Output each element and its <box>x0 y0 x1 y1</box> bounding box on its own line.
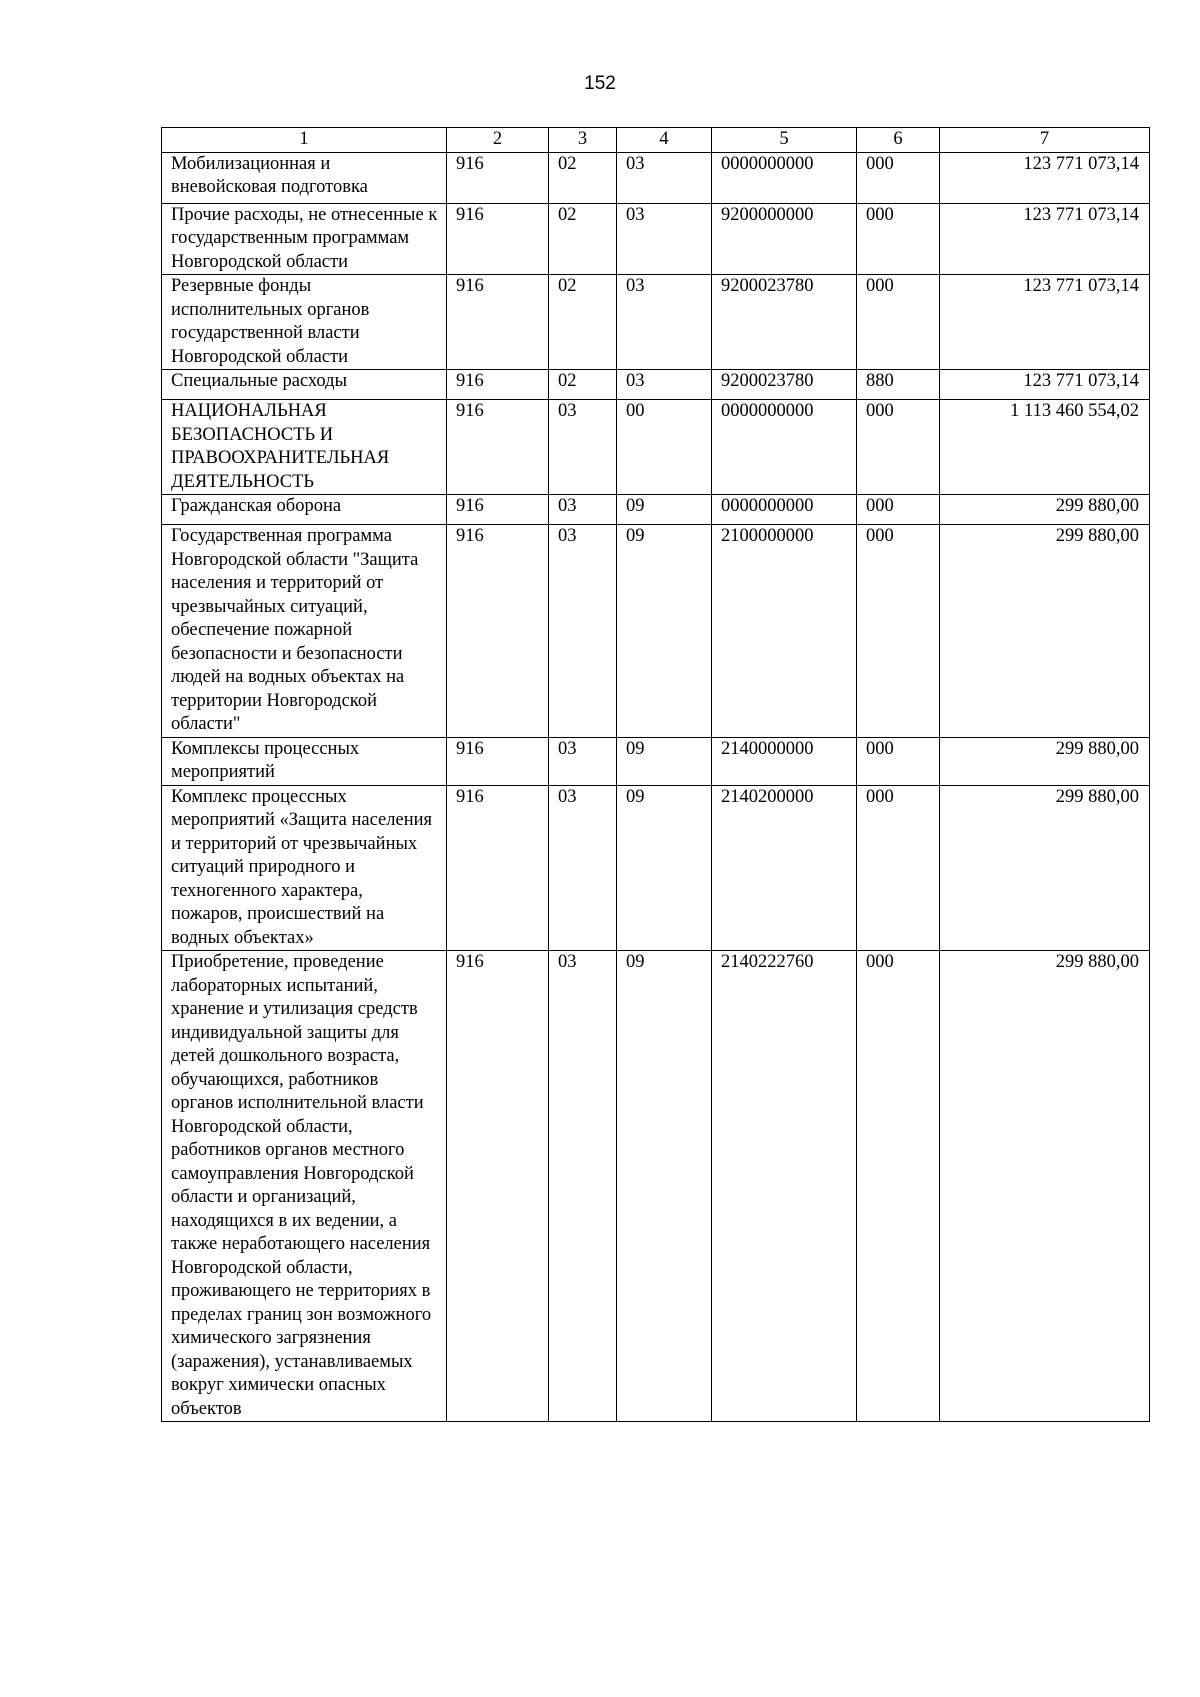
row-amount: 123 771 073,14 <box>940 370 1150 400</box>
row-name: Прочие расходы, не отнесенные к государственным программам Новгородской области <box>162 203 447 275</box>
row-subsection: 09 <box>617 495 712 525</box>
row-amount: 123 771 073,14 <box>940 203 1150 275</box>
column-header-4: 4 <box>617 128 712 153</box>
row-amount: 1 113 460 554,02 <box>940 400 1150 495</box>
header-row <box>162 128 1150 153</box>
row-amount: 299 880,00 <box>940 785 1150 951</box>
row-target: 2140222760 <box>712 951 857 1422</box>
table-row <box>162 275 1150 370</box>
row-name: Приобретение, проведение лабораторных испытаний, хранение и утилизация средств индивидуальной защиты для детей дошкольного возраста, обучающихся, работников органов исполнительной власти Новгородской области, работников органов местного самоуправления Новгородской области и организаций, находящихся в их ведении, а также неработающего населения Новгородской области, проживающего не территориях в пределах границ зон возможного химического загрязнения (заражения), устанавливаемых вокруг химически опасных объектов <box>162 951 447 1422</box>
row-expense-type: 000 <box>857 275 940 370</box>
row-ministry: 916 <box>447 203 549 275</box>
row-target: 2140000000 <box>712 737 857 785</box>
row-target: 9200023780 <box>712 275 857 370</box>
row-target: 9200023780 <box>712 370 857 400</box>
row-section: 03 <box>549 400 617 495</box>
row-target: 0000000000 <box>712 400 857 495</box>
row-expense-type: 000 <box>857 495 940 525</box>
row-expense-type: 000 <box>857 203 940 275</box>
row-section: 03 <box>549 785 617 951</box>
row-ministry: 916 <box>447 152 549 203</box>
column-header-2: 2 <box>447 128 549 153</box>
row-subsection: 09 <box>617 525 712 738</box>
row-section: 03 <box>549 525 617 738</box>
table-row <box>162 152 1150 203</box>
row-amount: 123 771 073,14 <box>940 275 1150 370</box>
row-name: Специальные расходы <box>162 370 447 400</box>
table-row <box>162 785 1150 951</box>
row-target: 0000000000 <box>712 495 857 525</box>
row-name: Мобилизационная и вневойсковая подготовка <box>162 152 447 203</box>
row-ministry: 916 <box>447 400 549 495</box>
column-header-3: 3 <box>549 128 617 153</box>
row-amount: 299 880,00 <box>940 737 1150 785</box>
row-name: Государственная программа Новгородской области "Защита населения и территорий от чрезвычайных ситуаций, обеспечение пожарной безопасности и безопасности людей на водных объектах на территории Новгородской области" <box>162 525 447 738</box>
row-expense-type: 000 <box>857 951 940 1422</box>
row-subsection: 03 <box>617 275 712 370</box>
row-name: Резервные фонды исполнительных органов государственной власти Новгородской области <box>162 275 447 370</box>
table-row <box>162 951 1150 1422</box>
row-section: 03 <box>549 495 617 525</box>
row-subsection: 03 <box>617 370 712 400</box>
row-amount: 299 880,00 <box>940 951 1150 1422</box>
table-row <box>162 737 1150 785</box>
table-row <box>162 495 1150 525</box>
row-expense-type: 000 <box>857 737 940 785</box>
column-header-1: 1 <box>162 128 447 153</box>
row-amount: 299 880,00 <box>940 495 1150 525</box>
column-header-6: 6 <box>857 128 940 153</box>
row-name: Гражданская оборона <box>162 495 447 525</box>
table-row <box>162 370 1150 400</box>
row-target: 0000000000 <box>712 152 857 203</box>
table-row <box>162 525 1150 738</box>
row-amount: 123 771 073,14 <box>940 152 1150 203</box>
column-header-5: 5 <box>712 128 857 153</box>
row-target: 9200000000 <box>712 203 857 275</box>
row-name: Комплекс процессных мероприятий «Защита населения и территорий от чрезвычайных ситуаций природного и техногенного характера, пожаров, происшествий на водных объектах» <box>162 785 447 951</box>
row-ministry: 916 <box>447 737 549 785</box>
row-ministry: 916 <box>447 495 549 525</box>
row-subsection: 09 <box>617 785 712 951</box>
row-section: 02 <box>549 370 617 400</box>
row-name: Комплексы процессных мероприятий <box>162 737 447 785</box>
row-subsection: 03 <box>617 203 712 275</box>
row-target: 2100000000 <box>712 525 857 738</box>
row-ministry: 916 <box>447 370 549 400</box>
row-section: 02 <box>549 152 617 203</box>
row-ministry: 916 <box>447 275 549 370</box>
row-subsection: 09 <box>617 951 712 1422</box>
table-row <box>162 203 1150 275</box>
row-section: 03 <box>549 737 617 785</box>
row-target: 2140200000 <box>712 785 857 951</box>
row-expense-type: 000 <box>857 785 940 951</box>
row-amount: 299 880,00 <box>940 525 1150 738</box>
row-expense-type: 000 <box>857 152 940 203</box>
row-subsection: 03 <box>617 152 712 203</box>
row-expense-type: 880 <box>857 370 940 400</box>
budget-table <box>161 127 1150 1422</box>
row-expense-type: 000 <box>857 400 940 495</box>
row-subsection: 09 <box>617 737 712 785</box>
row-ministry: 916 <box>447 951 549 1422</box>
row-ministry: 916 <box>447 785 549 951</box>
row-expense-type: 000 <box>857 525 940 738</box>
row-section: 02 <box>549 203 617 275</box>
row-subsection: 00 <box>617 400 712 495</box>
column-header-7: 7 <box>940 128 1150 153</box>
table-row <box>162 400 1150 495</box>
page-number: 152 <box>584 73 616 94</box>
row-name: НАЦИОНАЛЬНАЯ БЕЗОПАСНОСТЬ И ПРАВООХРАНИТЕЛЬНАЯ ДЕЯТЕЛЬНОСТЬ <box>162 400 447 495</box>
row-section: 02 <box>549 275 617 370</box>
row-ministry: 916 <box>447 525 549 738</box>
row-section: 03 <box>549 951 617 1422</box>
